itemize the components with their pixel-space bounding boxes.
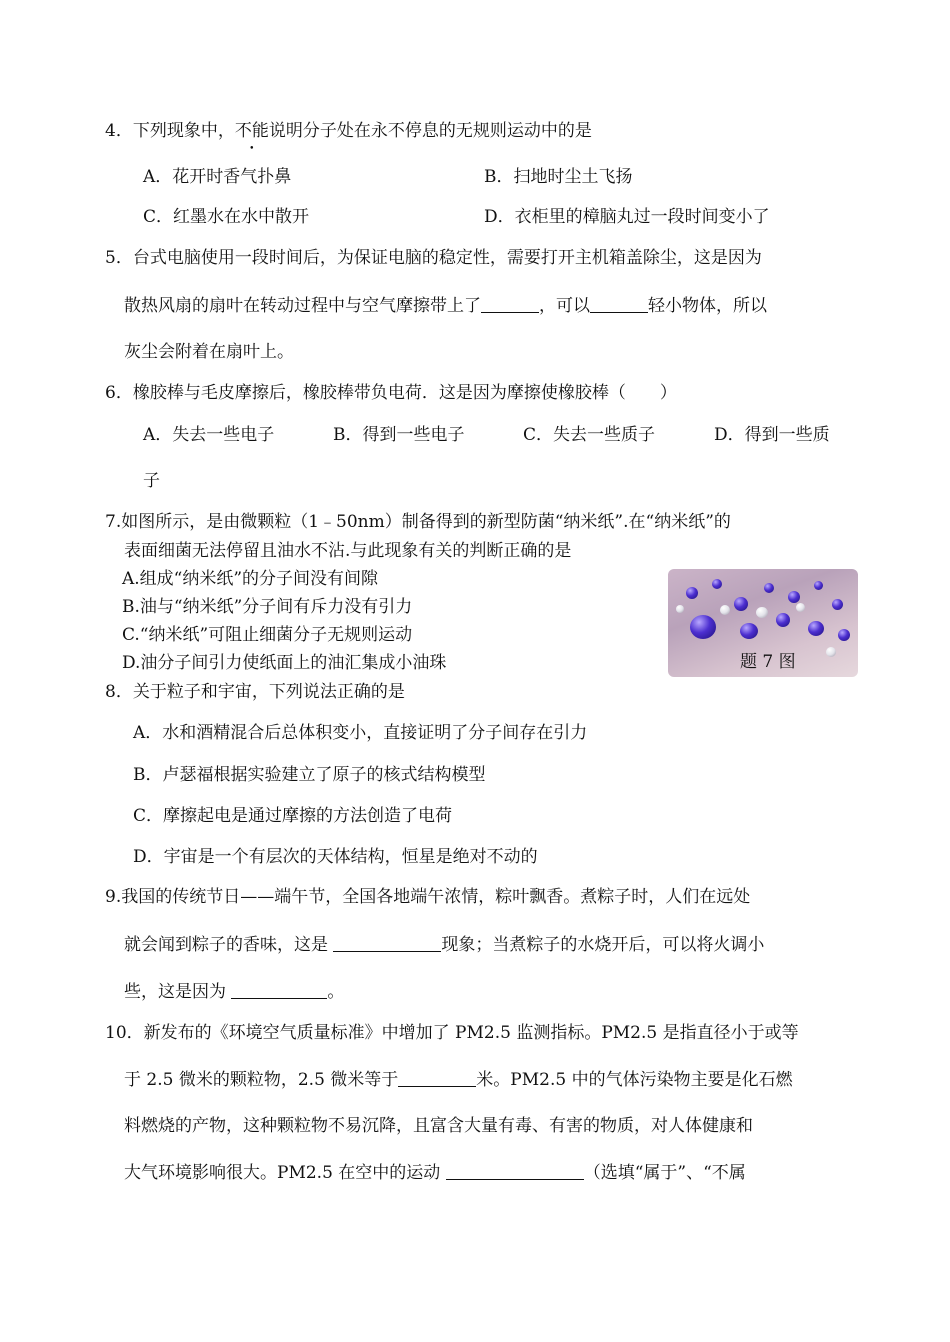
question-4-stem (105, 120, 592, 142)
drop (838, 629, 850, 641)
q5-blank-2[interactable] (590, 296, 648, 313)
q4-option-d: D．衣柜里的樟脑丸过一段时间变小了 (484, 207, 770, 227)
q5-line-1: 5．台式电脑使用一段时间后，为保证电脑的稳定性，需要打开主机箱盖除尘，这是因为 (105, 248, 762, 268)
q9-line-1: 9.我国的传统节日——端午节，全国各地端午浓情，粽叶飘香。煮粽子时，人们在远处 (105, 887, 751, 907)
q9-line-3-part-b: 。 (327, 982, 345, 1002)
q4-stem-start: 4．下列现象中， (105, 121, 235, 141)
q10-blank-1[interactable] (398, 1070, 476, 1087)
q5-blank-1[interactable] (481, 296, 539, 313)
q7-line-1: 7.如图所示，是由微颗粒（1﹣50nm）制备得到的新型防菌“纳米纸”.在“纳米纸”的 (105, 512, 731, 532)
q5-line-2-part-a: 散热风扇的扇叶在转动过程中与空气摩擦带上了 (124, 296, 481, 316)
q7-option-d: D.油分子间引力使纸面上的油汇集成小油珠 (122, 653, 447, 673)
q5-line-2-part-b: ，可以 (539, 296, 590, 316)
q10-line-3: 料燃烧的产物，这种颗粒物不易沉降，且富含大量有毒、有害的物质，对人体健康和 (124, 1116, 753, 1136)
q4-stem-end: 说明分子处在永不停息的无规则运动中的是 (268, 121, 592, 141)
q10-line-4-part-a: 大气环境影响很大。PM2.5 在空中的运动 (124, 1163, 446, 1183)
q9-line-3 (124, 981, 344, 1003)
q9-blank-2[interactable] (231, 982, 327, 999)
q6-option-c: C．失去一些质子 (523, 425, 656, 445)
q5-line-2 (124, 295, 767, 317)
figure-caption: 题 7 图 (740, 652, 796, 672)
q5-line-2-part-c: 轻小物体，所以 (648, 296, 767, 316)
q9-blank-1[interactable] (333, 935, 441, 952)
q8-option-d: D．宇宙是一个有层次的天体结构，恒星是绝对不动的 (133, 847, 538, 867)
q4-option-b: B．扫地时尘土飞扬 (484, 167, 633, 187)
q7-option-b: B.油与“纳米纸”分子间有斥力没有引力 (122, 597, 413, 617)
q7-option-a: A.组成“纳米纸”的分子间没有间隙 (122, 569, 379, 589)
drop (788, 591, 800, 603)
q6-option-d-continuation: 子 (143, 471, 160, 491)
nanopaper-figure (668, 569, 858, 677)
q9-line-2 (124, 934, 764, 956)
q9-line-2-part-a: 就会闻到粽子的香味，这是 (124, 935, 334, 955)
q5-line-3: 灰尘会附着在扇叶上。 (124, 342, 294, 362)
drop (796, 603, 805, 612)
q6-option-a: A．失去一些电子 (143, 425, 275, 445)
q4-option-a: A．花开时香气扑鼻 (143, 167, 292, 187)
drop (776, 613, 790, 627)
q6-option-b: B．得到一些电子 (333, 425, 465, 445)
q10-line-4-part-b: （选填“属于”、“不属 (583, 1163, 746, 1183)
q8-option-a: A．水和酒精混合后总体积变小，直接证明了分子间存在引力 (133, 723, 588, 743)
q8-option-b: B．卢瑟福根据实验建立了原子的核式结构模型 (133, 765, 486, 785)
q4-emphasis-dots (235, 120, 269, 142)
drop (734, 597, 748, 611)
drop (676, 605, 684, 613)
drop (832, 599, 843, 610)
q10-blank-2[interactable] (446, 1163, 584, 1180)
q9-line-3-part-a: 些，这是因为 (124, 982, 232, 1002)
q10-line-4 (124, 1162, 746, 1184)
q6-option-d: D．得到一些质 (714, 425, 830, 445)
q4-emphasis-word: 不能 (234, 121, 269, 141)
q10-line-1: 10．新发布的《环境空气质量标准》中增加了 PM2.5 监测指标。PM2.5 是指直径小于或等 (105, 1023, 799, 1043)
q10-line-2-part-a: 于 2.5 微米的颗粒物，2.5 微米等于 (124, 1070, 399, 1090)
q10-line-2-part-b: 米。PM2.5 中的气体污染物主要是化石燃 (476, 1070, 793, 1090)
drop (686, 587, 698, 599)
drop (764, 583, 774, 593)
drop (740, 623, 758, 639)
q9-line-2-part-b: 现象；当煮粽子的水烧开后，可以将火调小 (441, 935, 765, 955)
drop (814, 581, 823, 590)
drop (808, 621, 824, 636)
drop (826, 647, 836, 657)
q6-stem: 6．橡胶棒与毛皮摩擦后，橡胶棒带负电荷．这是因为摩擦使橡胶棒（ ） (105, 383, 677, 403)
q10-line-2 (124, 1069, 793, 1091)
q7-line-2: 表面细菌无法停留且油水不沾.与此现象有关的判断正确的是 (124, 541, 572, 561)
q8-option-c: C．摩擦起电是通过摩擦的方法创造了电荷 (133, 806, 453, 826)
q7-option-c: C.“纳米纸”可阻止细菌分子无规则运动 (122, 625, 413, 645)
drop (756, 607, 768, 618)
drop (720, 605, 730, 615)
drop (712, 579, 722, 589)
q4-option-c: C．红墨水在水中散开 (143, 207, 310, 227)
q8-stem: 8．关于粒子和宇宙，下列说法正确的是 (105, 682, 405, 702)
drop (690, 615, 716, 639)
